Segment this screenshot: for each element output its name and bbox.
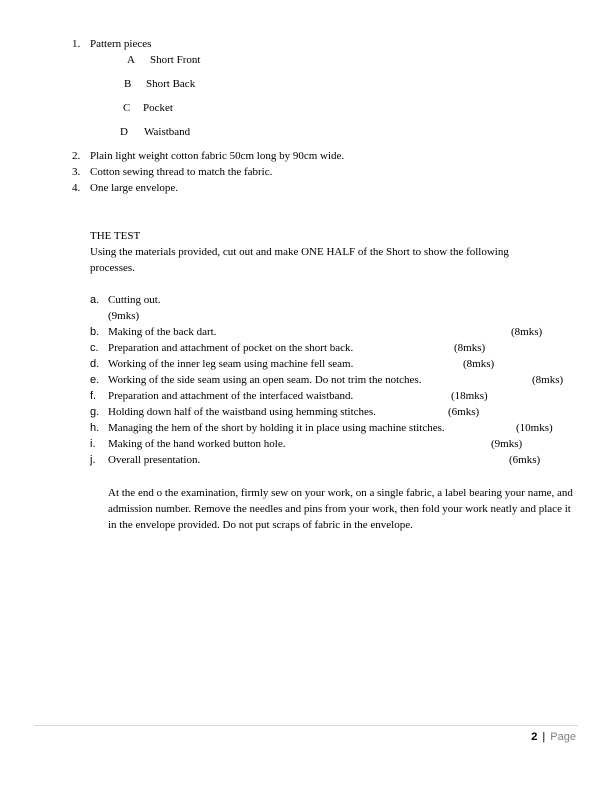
task-text: Managing the hem of the short by holding it in place using machine stitches. (108, 422, 445, 434)
task-marks: (8mks) (454, 342, 486, 354)
task-marks: (8mks) (463, 358, 495, 370)
list-marker: 4. (72, 182, 81, 194)
task-marker: b. (90, 326, 100, 338)
task-marker: f. (90, 390, 97, 402)
section-heading: THE TEST (90, 230, 141, 242)
list-marker: 2. (72, 150, 81, 162)
task-marker: h. (90, 422, 100, 434)
task-marks: (6mks) (509, 454, 541, 466)
task-marks: (6mks) (448, 406, 480, 418)
task-marker: c. (90, 342, 99, 354)
task-text: Cutting out. (108, 294, 161, 306)
task-marker: d. (90, 358, 100, 370)
instruction-text: Using the materials provided, cut out and make ONE HALF of the Short to show the following (90, 246, 509, 258)
task-text: Preparation and attachment of the interfaced waistband. (108, 390, 354, 402)
task-text: Making of the back dart. (108, 326, 217, 338)
pattern-piece-name: Short Front (150, 54, 201, 66)
pattern-piece-letter: C (123, 102, 131, 114)
pattern-piece-letter: D (120, 126, 128, 138)
instruction-text: processes. (90, 262, 135, 274)
task-marker: e. (90, 374, 100, 386)
task-text: Overall presentation. (108, 454, 201, 466)
page-label: Page (550, 731, 576, 743)
footer-divider (34, 725, 578, 726)
task-text: Making of the hand worked button hole. (108, 438, 286, 450)
list-item-text: Pattern pieces (90, 38, 152, 50)
pattern-piece-name: Short Back (146, 78, 196, 90)
task-marks: (8mks) (532, 374, 564, 386)
pattern-piece-letter: A (127, 54, 135, 66)
task-text: Working of the inner leg seam using machine fell seam. (108, 358, 354, 370)
list-item-text: One large envelope. (90, 182, 179, 194)
task-marks: (18mks) (451, 390, 488, 402)
page-number: 2 (531, 731, 538, 743)
list-item-text: Plain light weight cotton fabric 50cm long by 90cm wide. (90, 150, 345, 162)
pattern-piece-name: Pocket (143, 102, 173, 114)
pattern-piece-name: Waistband (144, 126, 191, 138)
closing-paragraph: At the end o the examination, firmly sew on your work, on a single fabric, a label bearing your name, and admission number. Remove the needles and pins from your work, then fold your work neatly and place it in the envelope provided. Do not put scraps of fabric in the envelope. (108, 487, 573, 531)
list-marker: 1. (72, 38, 81, 50)
page-separator: | (542, 731, 546, 743)
task-marker: i. (90, 438, 96, 450)
page-footer (531, 730, 576, 744)
task-marks: (8mks) (511, 326, 543, 338)
task-marks: (10mks) (516, 422, 553, 434)
pattern-piece-letter: B (124, 78, 132, 90)
task-marks: (9mks) (108, 310, 140, 322)
task-marker: g. (90, 406, 100, 418)
list-marker: 3. (72, 166, 81, 178)
task-text: Preparation and attachment of pocket on the short back. (108, 342, 354, 354)
task-text: Working of the side seam using an open seam. Do not trim the notches. (108, 374, 422, 386)
task-text: Holding down half of the waistband using hemming stitches. (108, 406, 376, 418)
task-marker: j. (90, 454, 96, 466)
task-marks: (9mks) (491, 438, 523, 450)
task-marker: a. (90, 294, 100, 306)
list-item-text: Cotton sewing thread to match the fabric. (90, 166, 273, 178)
